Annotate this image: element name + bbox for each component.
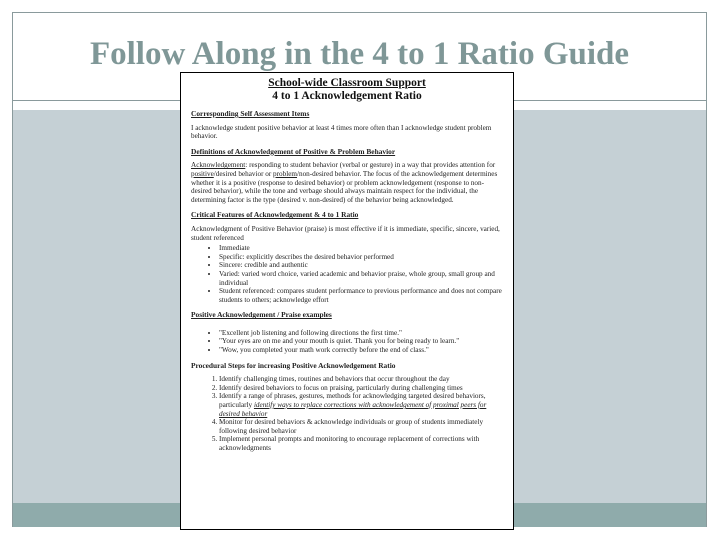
definition-problem: problem bbox=[273, 169, 297, 178]
section-text: I acknowledge student positive behavior at least 4 times more often than I acknowledge student problem behavior. bbox=[191, 123, 492, 141]
list-item: • "Wow, you completed your math work correctly before the end of class." bbox=[219, 346, 503, 355]
section-title: Critical Features of Acknowledgement & 4 to 1 Ratio bbox=[191, 210, 359, 220]
list-item: • Specific: explicitly describes the desired behavior performed bbox=[219, 253, 503, 262]
list-item: • Student referenced: compares student performance to previous performance and does not compare students to others; acknowledge effort bbox=[219, 287, 503, 304]
list-item: 2. Identify desired behaviors to focus on praising, particularly during challenging times bbox=[219, 384, 503, 393]
definition-part: /desired behavior or bbox=[213, 169, 274, 178]
list-item: 4. Monitor for desired behaviors & acknowledge individuals or group of students immediately following desired behavior bbox=[219, 418, 503, 435]
definition-term: Acknowledgement bbox=[191, 161, 246, 170]
list-item: 5. Implement personal prompts and monitoring to encourage replacement of corrections with acknowledgments bbox=[219, 435, 503, 452]
definition-positive: positive bbox=[191, 169, 214, 178]
section-title: Positive Acknowledgement / Praise examples bbox=[191, 310, 332, 320]
steps-list bbox=[191, 375, 503, 452]
feature-list bbox=[191, 244, 503, 304]
list-item: 1. Identify challenging times, routines and behaviors that occur throughout the day bbox=[219, 375, 503, 384]
definition-text bbox=[191, 161, 503, 204]
list-item: • "Your eyes are on me and your mouth is quiet. Thank you for being ready to learn." bbox=[219, 337, 503, 346]
document-image bbox=[180, 72, 514, 530]
slide-title: Follow Along in the 4 to 1 Ratio Guide bbox=[89, 36, 630, 72]
list-item: • Sincere: credible and authentic bbox=[219, 261, 503, 270]
praise-list bbox=[191, 329, 503, 355]
section-title: Definitions of Acknowledgement of Positive & Problem Behavior bbox=[191, 146, 396, 156]
section-text: Acknowledgment of Positive Behavior (praise) is most effective if it is immediate, specific, sincere, varied, student referenced bbox=[191, 224, 500, 242]
step-emphasis: identify ways to replace corrections with acknowledgement of proximal peers for desired behavior bbox=[219, 401, 487, 418]
list-item: • Varied: varied word choice, varied academic and behavior praise, whole group, small group and individual bbox=[219, 270, 503, 287]
definition-part: : responding to student behavior (verbal or gesture) in a way that provides attention for bbox=[245, 161, 496, 170]
section-title: Corresponding Self Assessment Items bbox=[191, 109, 310, 118]
document-subheading: 4 to 1 Acknowledgement Ratio bbox=[272, 90, 422, 102]
list-item bbox=[219, 392, 503, 418]
step-text: Identify a range of phrases, gestures, methods for acknowledging targeted desired behaviors, particularly bbox=[219, 392, 486, 410]
document-heading: School-wide Classroom Support bbox=[268, 77, 426, 89]
section-title: Procedural Steps for increasing Positive Acknowledgement Ratio bbox=[191, 360, 396, 370]
list-item: • Immediate bbox=[219, 244, 503, 253]
definition-part: /non-desired behavior. The focus of the acknowledgement determines whether it is a positive (response to desired behavior) or problem acknowledgement (response to non-desired behavior), while the tone and verbage should always maintain respect for the individual, the determining factor is the type (desired v. non-desired) of the behavior being acknowledged. bbox=[191, 169, 498, 204]
list-item: • "Excellent job listening and following directions the first time." bbox=[219, 329, 503, 338]
